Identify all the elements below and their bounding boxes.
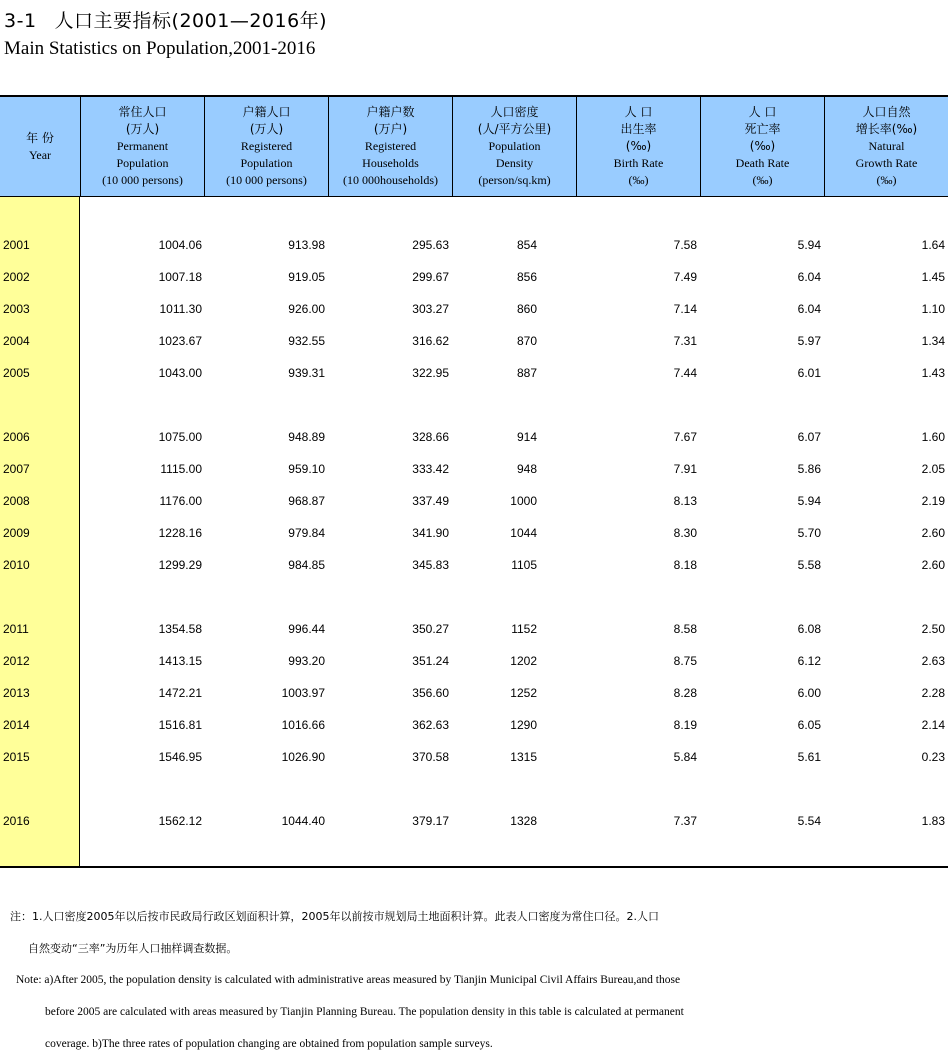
birth-rate-cell: 7.44 xyxy=(673,366,697,380)
header-en-text: (‰) xyxy=(628,173,649,187)
death-rate-cell: 5.86 xyxy=(797,462,821,476)
header-en-text: Year xyxy=(28,147,52,162)
header-cn-text: 出生率 xyxy=(620,122,657,136)
header-en-text: Natural xyxy=(868,139,905,153)
year-cell: 2007 xyxy=(3,462,30,476)
registered-population-cell: 948.89 xyxy=(288,430,325,444)
natural-growth-rate-cell: 2.28 xyxy=(921,686,945,700)
table-row xyxy=(0,428,948,448)
header-permanent-population xyxy=(80,97,204,196)
header-cn-text: (万人) xyxy=(125,122,160,136)
table-row xyxy=(0,524,948,544)
birth-rate-cell: 8.75 xyxy=(673,654,697,668)
registered-population-cell: 919.05 xyxy=(288,270,325,284)
header-birth-rate xyxy=(576,97,700,196)
permanent-population-cell: 1004.06 xyxy=(158,238,202,252)
registered-population-cell: 984.85 xyxy=(288,558,325,572)
death-rate-cell: 6.00 xyxy=(797,686,821,700)
birth-rate-cell: 7.37 xyxy=(673,814,697,828)
natural-growth-rate-cell: 1.45 xyxy=(921,270,945,284)
title-chinese-text: 人口主要指标(2001—2016年) xyxy=(54,10,328,32)
registered-households-cell: 345.83 xyxy=(412,558,449,572)
permanent-population-cell: 1546.95 xyxy=(158,750,202,764)
header-en-text: Registered xyxy=(364,139,417,153)
header-cn-text: 人 口 xyxy=(624,105,653,119)
population-density-cell: 1315 xyxy=(510,750,537,764)
registered-population-cell: 1003.97 xyxy=(281,686,325,700)
population-density-cell: 1152 xyxy=(511,622,537,636)
permanent-population-cell: 1075.00 xyxy=(158,430,202,444)
registered-households-cell: 351.24 xyxy=(412,654,449,668)
table-row xyxy=(0,716,948,736)
header-en-text: Population xyxy=(240,156,293,170)
birth-rate-cell: 7.58 xyxy=(673,238,697,252)
header-en-text: (10 000 persons) xyxy=(226,173,307,187)
birth-rate-cell: 7.67 xyxy=(673,430,697,444)
natural-growth-rate-cell: 2.60 xyxy=(921,558,945,572)
natural-growth-rate-cell: 2.19 xyxy=(921,494,945,508)
death-rate-cell: 6.04 xyxy=(797,302,821,316)
permanent-population-cell: 1115.00 xyxy=(160,462,202,476)
year-cell: 2010 xyxy=(3,558,30,572)
birth-rate-cell: 8.18 xyxy=(673,558,697,572)
natural-growth-rate-cell: 2.50 xyxy=(921,622,945,636)
registered-households-cell: 370.58 xyxy=(412,750,449,764)
registered-households-cell: 303.27 xyxy=(412,302,449,316)
header-cn-text: (万户) xyxy=(373,122,408,136)
natural-growth-rate-cell: 1.64 xyxy=(921,238,945,252)
year-cell: 2011 xyxy=(3,622,29,636)
population-density-cell: 1105 xyxy=(511,558,537,572)
year-cell: 2008 xyxy=(3,494,30,508)
year-cell: 2015 xyxy=(3,750,30,764)
population-density-cell: 870 xyxy=(516,334,537,348)
year-cell: 2001 xyxy=(3,238,30,252)
death-rate-cell: 5.61 xyxy=(797,750,821,764)
header-year xyxy=(0,97,80,196)
population-density-cell: 948 xyxy=(516,462,537,476)
header-natural-growth-rate xyxy=(824,97,948,196)
birth-rate-cell: 7.91 xyxy=(673,462,697,476)
death-rate-cell: 5.94 xyxy=(797,494,821,508)
permanent-population-cell: 1007.18 xyxy=(158,270,202,284)
header-cn-text: 人口密度 xyxy=(490,105,539,119)
note-en-line2: before 2005 are calculated with areas measured by Tianjin Planning Bureau. The population density in this table is calculated at permanent xyxy=(45,1006,684,1018)
population-density-cell: 1202 xyxy=(510,654,537,668)
population-density-cell: 1328 xyxy=(510,814,537,828)
header-cn-text: (万人) xyxy=(249,122,284,136)
header-cn-text: (‰) xyxy=(625,139,652,153)
natural-growth-rate-cell: 1.60 xyxy=(921,430,945,444)
note-cn-line1: 注：1.人口密度2005年以后按市民政局行政区划面积计算，2005年以前按市规划局土地面积计算。此表人口密度为常住口径。2.人口 xyxy=(10,910,659,923)
table-row xyxy=(0,268,948,288)
registered-population-cell: 939.31 xyxy=(288,366,325,380)
header-en-text: Birth Rate xyxy=(613,156,664,170)
birth-rate-cell: 8.30 xyxy=(673,526,697,540)
death-rate-cell: 5.54 xyxy=(797,814,821,828)
permanent-population-cell: 1516.81 xyxy=(158,718,202,732)
birth-rate-cell: 7.14 xyxy=(673,302,697,316)
registered-households-cell: 379.17 xyxy=(412,814,449,828)
death-rate-cell: 5.58 xyxy=(797,558,821,572)
note-cn-line2: 自然变动“三率”为历年人口抽样调查数据。 xyxy=(28,942,238,955)
table-row xyxy=(0,300,948,320)
table-row xyxy=(0,684,948,704)
death-rate-cell: 6.05 xyxy=(797,718,821,732)
registered-households-cell: 333.42 xyxy=(412,462,449,476)
year-cell: 2016 xyxy=(3,814,30,828)
birth-rate-cell: 8.19 xyxy=(673,718,697,732)
header-registered-households xyxy=(328,97,452,196)
table-row xyxy=(0,556,948,576)
header-cn-text: 年 份 xyxy=(26,130,54,145)
birth-rate-cell: 8.58 xyxy=(673,622,697,636)
registered-households-cell: 295.63 xyxy=(412,238,449,252)
registered-population-cell: 996.44 xyxy=(288,622,325,636)
permanent-population-cell: 1228.16 xyxy=(158,526,202,540)
registered-population-cell: 979.84 xyxy=(288,526,325,540)
permanent-population-cell: 1413.15 xyxy=(158,654,202,668)
natural-growth-rate-cell: 0.23 xyxy=(921,750,945,764)
header-en-text: Growth Rate xyxy=(855,156,918,170)
table-row xyxy=(0,812,948,832)
header-en-text: (10 000 persons) xyxy=(102,173,183,187)
table-number: 3-1 xyxy=(4,10,37,32)
header-en-text: Death Rate xyxy=(735,156,790,170)
natural-growth-rate-cell: 2.05 xyxy=(921,462,945,476)
population-density-cell: 1252 xyxy=(510,686,537,700)
registered-households-cell: 362.63 xyxy=(412,718,449,732)
table-title-english: Main Statistics on Population,2001-2016 xyxy=(4,38,316,59)
header-cn-text: 常住人口 xyxy=(118,105,167,119)
permanent-population-cell: 1299.29 xyxy=(158,558,202,572)
registered-households-cell: 299.67 xyxy=(412,270,449,284)
natural-growth-rate-cell: 2.60 xyxy=(921,526,945,540)
birth-rate-cell: 8.13 xyxy=(673,494,697,508)
table-bottom-rule xyxy=(0,866,948,868)
registered-population-cell: 1044.40 xyxy=(281,814,325,828)
permanent-population-cell: 1176.00 xyxy=(159,494,202,508)
header-cn-text: 户籍人口 xyxy=(242,105,291,119)
death-rate-cell: 5.97 xyxy=(797,334,821,348)
registered-population-cell: 959.10 xyxy=(288,462,325,476)
header-en-text: (person/sq.km) xyxy=(478,173,551,187)
header-en-text: (‰) xyxy=(876,173,897,187)
table-row xyxy=(0,492,948,512)
death-rate-cell: 5.70 xyxy=(797,526,821,540)
year-cell: 2006 xyxy=(3,430,30,444)
header-en-text: (10 000households) xyxy=(343,173,438,187)
registered-population-cell: 1016.66 xyxy=(281,718,325,732)
natural-growth-rate-cell: 2.14 xyxy=(921,718,945,732)
death-rate-cell: 6.07 xyxy=(797,430,821,444)
header-en-text: (‰) xyxy=(752,173,773,187)
header-en-text: Population xyxy=(488,139,541,153)
death-rate-cell: 6.12 xyxy=(797,654,821,668)
header-en-text: Permanent xyxy=(116,139,169,153)
birth-rate-cell: 8.28 xyxy=(673,686,697,700)
population-density-cell: 1290 xyxy=(510,718,537,732)
death-rate-cell: 6.08 xyxy=(797,622,821,636)
death-rate-cell: 6.04 xyxy=(797,270,821,284)
registered-households-cell: 316.62 xyxy=(412,334,449,348)
table-row xyxy=(0,460,948,480)
permanent-population-cell: 1472.21 xyxy=(158,686,202,700)
year-cell: 2013 xyxy=(3,686,30,700)
registered-population-cell: 993.20 xyxy=(288,654,325,668)
header-cn-text: 人 口 xyxy=(748,105,777,119)
permanent-population-cell: 1043.00 xyxy=(158,366,202,380)
header-cn-text: 增长率(‰) xyxy=(855,122,918,136)
table-row xyxy=(0,652,948,672)
population-density-cell: 856 xyxy=(516,270,537,284)
natural-growth-rate-cell: 2.63 xyxy=(921,654,945,668)
registered-households-cell: 341.90 xyxy=(412,526,449,540)
table-title-chinese xyxy=(4,6,327,33)
table-row xyxy=(0,748,948,768)
population-density-cell: 914 xyxy=(516,430,537,444)
permanent-population-cell: 1011.30 xyxy=(159,302,202,316)
registered-population-cell: 926.00 xyxy=(288,302,325,316)
population-density-cell: 887 xyxy=(516,366,537,380)
year-cell: 2014 xyxy=(3,718,30,732)
table-header xyxy=(0,97,948,197)
permanent-population-cell: 1562.12 xyxy=(158,814,202,828)
year-cell: 2003 xyxy=(3,302,30,316)
header-cn-text: (‰) xyxy=(749,139,776,153)
registered-population-cell: 932.55 xyxy=(288,334,325,348)
header-cn-text: 人口自然 xyxy=(862,105,911,119)
year-cell: 2002 xyxy=(3,270,30,284)
natural-growth-rate-cell: 1.34 xyxy=(921,334,945,348)
registered-population-cell: 1026.90 xyxy=(281,750,325,764)
registered-households-cell: 350.27 xyxy=(412,622,449,636)
year-cell: 2004 xyxy=(3,334,30,348)
note-en-line1: Note: a)After 2005, the population density is calculated with administrative areas measured by Tianjin Municipal Civil Affairs Bureau,and those xyxy=(16,974,681,986)
header-en-text: Population xyxy=(116,156,169,170)
table-row xyxy=(0,364,948,384)
birth-rate-cell: 7.49 xyxy=(673,270,697,284)
registered-households-cell: 356.60 xyxy=(412,686,449,700)
birth-rate-cell: 7.31 xyxy=(673,334,697,348)
registered-population-cell: 913.98 xyxy=(288,238,325,252)
header-cn-text: 死亡率 xyxy=(744,122,781,136)
year-cell: 2009 xyxy=(3,526,30,540)
header-en-text: Households xyxy=(362,156,419,170)
death-rate-cell: 6.01 xyxy=(797,366,821,380)
header-death-rate xyxy=(700,97,824,196)
year-cell: 2012 xyxy=(3,654,30,668)
registered-households-cell: 337.49 xyxy=(412,494,449,508)
header-cn-text: (人/平方公里) xyxy=(477,122,552,136)
natural-growth-rate-cell: 1.10 xyxy=(921,302,945,316)
permanent-population-cell: 1354.58 xyxy=(158,622,202,636)
population-density-cell: 1000 xyxy=(510,494,537,508)
header-en-text: Density xyxy=(495,156,534,170)
registered-households-cell: 322.95 xyxy=(412,366,449,380)
permanent-population-cell: 1023.67 xyxy=(158,334,202,348)
table-row xyxy=(0,620,948,640)
population-density-cell: 854 xyxy=(516,238,537,252)
header-cn-text: 户籍户数 xyxy=(366,105,415,119)
table-row xyxy=(0,332,948,352)
note-en-line3: coverage. b)The three rates of population changing are obtained from population sample surveys. xyxy=(45,1038,493,1050)
header-registered-population xyxy=(204,97,328,196)
header-population-density xyxy=(452,97,576,196)
header-en-text: Registered xyxy=(240,139,293,153)
table-row xyxy=(0,236,948,256)
registered-households-cell: 328.66 xyxy=(412,430,449,444)
birth-rate-cell: 5.84 xyxy=(673,750,697,764)
population-density-cell: 1044 xyxy=(510,526,537,540)
natural-growth-rate-cell: 1.43 xyxy=(921,366,945,380)
natural-growth-rate-cell: 1.83 xyxy=(921,814,945,828)
death-rate-cell: 5.94 xyxy=(797,238,821,252)
year-cell: 2005 xyxy=(3,366,30,380)
registered-population-cell: 968.87 xyxy=(288,494,325,508)
population-density-cell: 860 xyxy=(516,302,537,316)
